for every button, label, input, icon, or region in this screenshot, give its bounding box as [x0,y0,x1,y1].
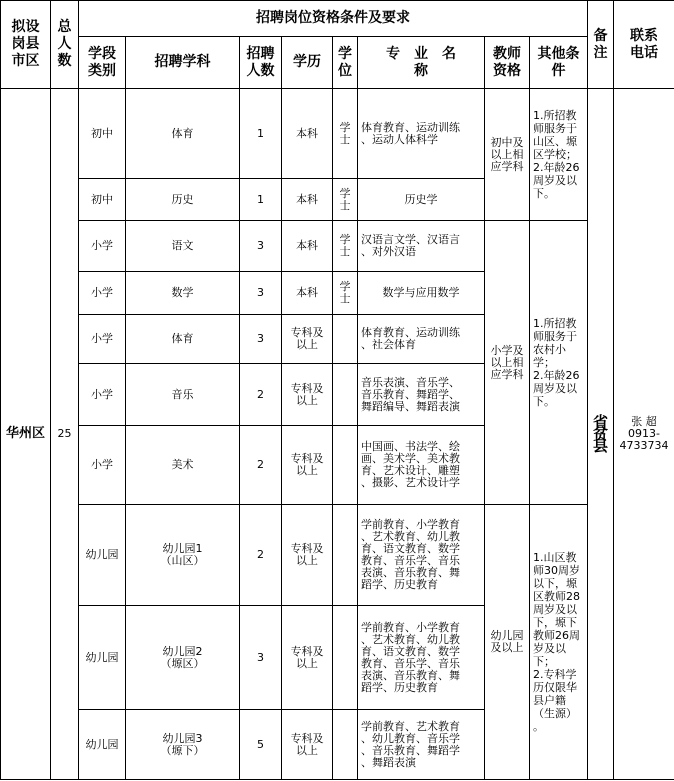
education-cell: 专科及 以上 [282,426,333,505]
subject-cell: 音乐 [126,364,240,426]
header-total: 总 人 数 [51,1,79,89]
stage-cell: 幼儿园 [79,710,126,780]
header-subject: 招聘学科 [126,37,240,89]
stage-cell: 小学 [79,315,126,364]
stage-cell: 初中 [79,89,126,179]
degree-cell: 学 士 [333,272,358,315]
major-cell: 汉语言文学、汉语言 、对外汉语 [358,221,485,272]
header-city: 拟设 岗县 市区 [1,1,51,89]
degree-cell [333,315,358,364]
teacher-cert-cell: 幼儿园 及以上 [485,505,530,780]
degree-cell [333,364,358,426]
header-major: 专 业 名 称 [358,37,485,89]
count-cell: 3 [240,221,282,272]
major-cell: 学前教育、小学教育 、艺术教育、幼儿教 育、语文教育、数学 教育、音乐学、音乐 表演、音乐教育、舞 蹈学、历史教育 [358,606,485,710]
count-cell: 1 [240,89,282,179]
count-cell: 3 [240,272,282,315]
subject-cell: 体育 [126,315,240,364]
degree-cell [333,606,358,710]
count-cell: 2 [240,426,282,505]
subject-cell: 幼儿园1 （山区） [126,505,240,606]
count-cell: 3 [240,315,282,364]
other-conditions-cell: 1.所招教 师服务于 农村小 学； 2.年龄26 周岁及以 下。 [530,221,588,505]
header-education: 学历 [282,37,333,89]
stage-cell: 幼儿园 [79,505,126,606]
degree-cell: 学 士 [333,221,358,272]
header-teacher-cert: 教师 资格 [485,37,530,89]
district-cell: 华州区 [1,89,51,780]
stage-cell: 小学 [79,364,126,426]
subject-cell: 数学 [126,272,240,315]
major-cell: 学前教育、艺术教育 、幼儿教育、音乐学 、音乐教育、舞蹈学 、舞蹈表演 [358,710,485,780]
stage-cell: 小学 [79,426,126,505]
stage-cell: 幼儿园 [79,606,126,710]
count-cell: 5 [240,710,282,780]
count-cell: 2 [240,364,282,426]
degree-cell [333,505,358,606]
count-cell: 1 [240,179,282,221]
stage-cell: 小学 [79,272,126,315]
stage-cell: 小学 [79,221,126,272]
education-cell: 本科 [282,272,333,315]
table-row [1,89,674,179]
header-row-1 [1,1,674,37]
education-cell: 专科及 以上 [282,315,333,364]
major-cell: 体育教育、运动训练 、运动人体科学 [358,89,485,179]
degree-cell [333,426,358,505]
subject-cell: 幼儿园2 （塬区） [126,606,240,710]
other-conditions-cell: 1.山区教 师30周岁 以下，塬 区教师28 周岁及以 下，塬下 教师26周 岁及以 下； 2.专科学 历仅限华 县户籍 （生源） 。 [530,505,588,780]
education-cell: 专科及 以上 [282,710,333,780]
education-cell: 本科 [282,89,333,179]
header-other: 其他条 件 [530,37,588,89]
major-cell: 体育教育、运动训练 、社会体育 [358,315,485,364]
degree-cell: 学 士 [333,89,358,179]
total-count-cell: 25 [51,89,79,780]
header-remark: 备 注 [588,1,614,89]
subject-cell: 幼儿园3 （塬下） [126,710,240,780]
header-contact: 联系 电话 [614,1,674,89]
remark-cell: 省 贫 县 [588,89,614,780]
education-cell: 专科及 以上 [282,364,333,426]
count-cell: 3 [240,606,282,710]
subject-cell: 语文 [126,221,240,272]
education-cell: 本科 [282,221,333,272]
education-cell: 专科及 以上 [282,505,333,606]
header-qualifications: 招聘岗位资格条件及要求 [79,1,588,37]
major-cell: 数学与应用数学 [358,272,485,315]
header-degree: 学 位 [333,37,358,89]
subject-cell: 体育 [126,89,240,179]
teacher-cert-cell: 初中及 以上相 应学科 [485,89,530,221]
table-row [1,221,674,272]
major-cell: 学前教育、小学教育 、艺术教育、幼儿教 育、语文教育、数学 教育、音乐学、音乐 表演、音乐教育、舞 蹈学、历史教育 [358,505,485,606]
header-stage: 学段 类别 [79,37,126,89]
contact-cell: 张 超 0913- 4733734 [614,89,674,780]
education-cell: 本科 [282,179,333,221]
header-count: 招聘 人数 [240,37,282,89]
major-cell: 中国画、书法学、绘 画、美术学、美术教 育、艺术设计、雕塑 、摄影、艺术设计学 [358,426,485,505]
stage-cell: 初中 [79,179,126,221]
degree-cell: 学 士 [333,179,358,221]
count-cell: 2 [240,505,282,606]
major-cell: 历史学 [358,179,485,221]
degree-cell [333,710,358,780]
table-row [1,505,674,606]
subject-cell: 美术 [126,426,240,505]
header-row-2 [1,37,674,89]
other-conditions-cell: 1.所招教 师服务于 山区、塬 区学校； 2.年龄26 周岁及以 下。 [530,89,588,221]
teacher-cert-cell: 小学及 以上相 应学科 [485,221,530,505]
major-cell: 音乐表演、音乐学、 音乐教育、舞蹈学、 舞蹈编导、舞蹈表演 [358,364,485,426]
subject-cell: 历史 [126,179,240,221]
education-cell: 专科及 以上 [282,606,333,710]
